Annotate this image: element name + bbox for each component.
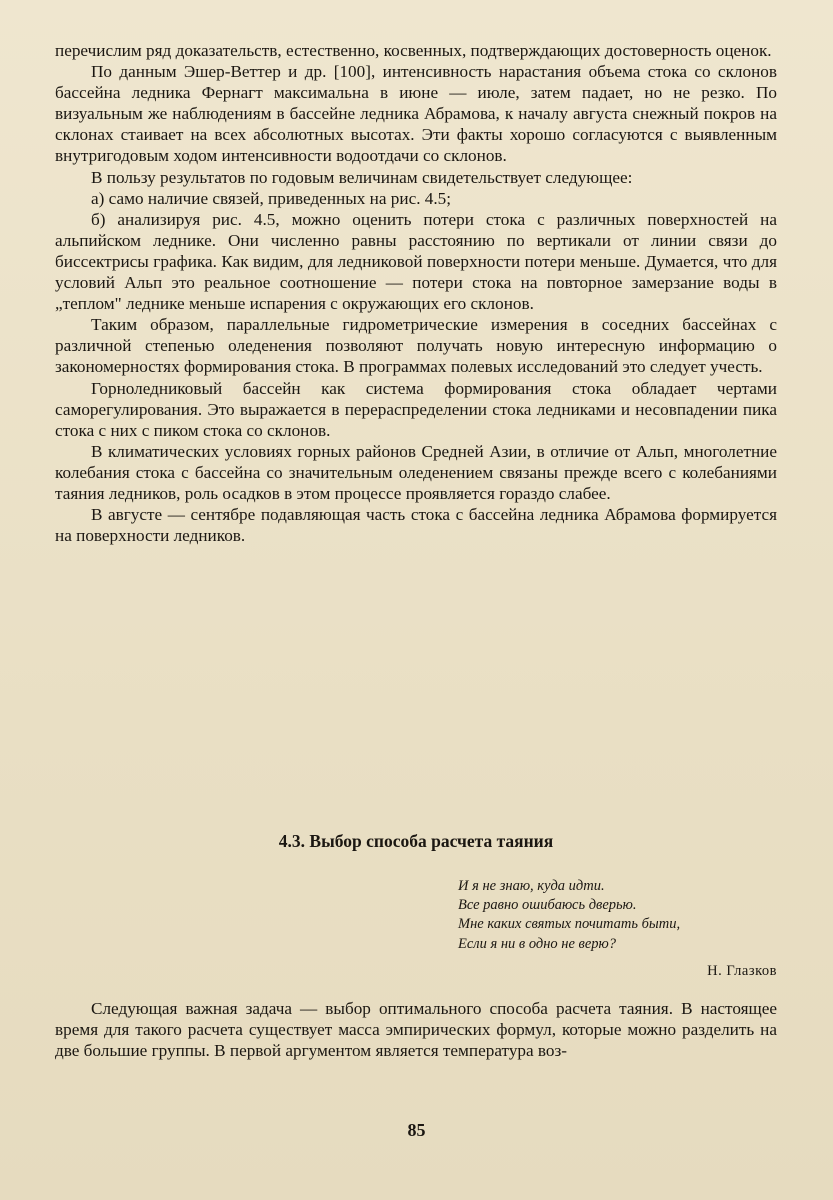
paragraph: Горноледниковый бассейн как система формирования стока обладает чертами саморегулирования. Это выражается в перераспределении стока ледниками и несовпадении пика стока с них с пиком стока со склонов.	[55, 378, 777, 440]
paragraph: Следующая важная задача — выбор оптимального способа расчета таяния. В настоящее время для такого расчета существует масса эмпирических формул, которые можно разделить на две большие группы. В первой аргументом является температура воз-	[55, 999, 777, 1061]
paragraph: В августе — сентябре подавляющая часть стока с бассейна ледника Абрамова формируется на поверхности ледников.	[55, 505, 777, 546]
section-heading: 4.3. Выбор способа расчета таяния	[278, 831, 554, 851]
paragraph: В пользу результатов по годовым величинам свидетельствует следующее:	[91, 167, 633, 187]
paragraph: перечислим ряд доказательств, естественно, косвенных, подтверждающих достоверность оценок.	[55, 41, 772, 60]
list-item: б) анализируя рис. 4.5, можно оценить потери стока с различных поверхностей на альпийском леднике. Они численно равны расстоянию по вертикали от линии связи до биссектрисы графика. Как видим, для ледниковой поверхности потери меньше. Думается, что для условий Альп это реальное соотношение — потери стока на повторное замерзание воды в „теплом" леднике меньше испарения с окружающих его склонов.	[55, 209, 777, 314]
paragraph: В климатических условиях горных районов Средней Азии, в отличие от Альп, многолетние колебания стока с бассейна со значительным оледенением связаны прежде всего с колебаниями таяния ледников, роль осадков в этом процессе проявляется гораздо слабее.	[55, 441, 777, 503]
paragraph: По данным Эшер-Веттер и др. [100], интенсивность нарастания объема стока со склонов бассейна ледника Фернагт максимальна в июне — июле, затем падает, но не резко. По визуальным же наблюдениям в бассейне ледника Абрамова, к началу августа снежный покров на склонах стаивает на всех абсолютных высотах. Эти факты хорошо согласуются с выявленным внутригодовым ходом интенсивности водоотдачи со склонов.	[55, 62, 777, 166]
body-text	[55, 40, 777, 546]
epigraph-author: Н. Глазков	[707, 963, 777, 979]
body-text-continued	[55, 998, 777, 1061]
list-item: а) само наличие связей, приведенных на рис. 4.5;	[91, 188, 452, 208]
epigraph-line: Если я ни в одно не верю?	[458, 935, 617, 952]
epigraph-line: Мне каких святых почитать быти,	[458, 916, 681, 933]
paragraph: Таким образом, параллельные гидрометрические измерения в соседних бассейнах с различной степенью оледенения позволяют получать новую интересную информацию о закономерностях формирования стока. В программах полевых исследований это следует учесть.	[55, 315, 777, 377]
epigraph-line: Все равно ошибаюсь дверью.	[458, 897, 637, 914]
page-number: 85	[407, 1120, 426, 1140]
epigraph	[458, 877, 788, 954]
epigraph-line: И я не знаю, куда идти.	[458, 878, 605, 894]
